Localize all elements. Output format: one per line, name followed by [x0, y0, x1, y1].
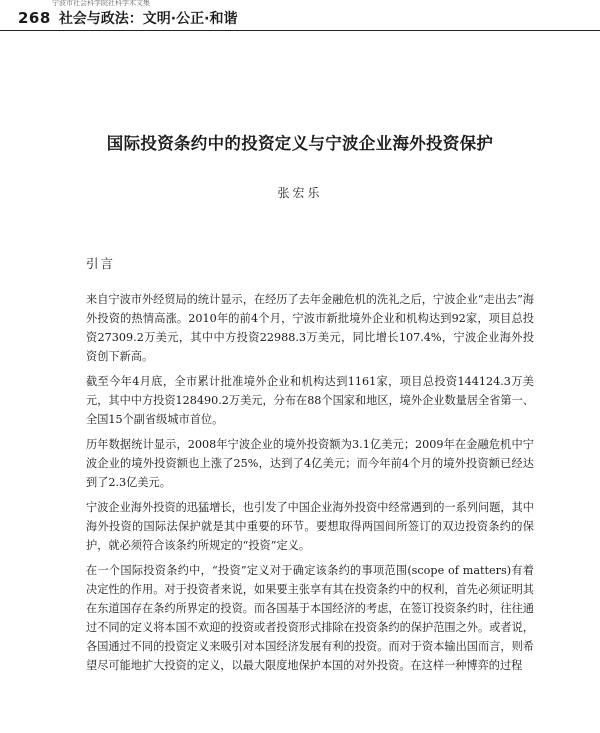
body-paragraph: 截至今年4月底，全市累计批准境外企业和机构达到1161家，项目总投资144124.3万美元，其中中方投资128490.2万美元，分布在88个国家和地区，境外企业数量居全省第一、全国15个副省级城市首位。 [86, 375, 534, 426]
article-body [86, 290, 534, 681]
body-paragraph: 在一个国际投资条约中，“投资”定义对于确定该条约的事项范围(scope of matters)有着决定性的作用。对于投资者来说，如果要主张享有其在投资条约中的权利，首先必须证明其在东道国存在条约所界定的投资。而各国基于本国经济的考虑，在签订投资条约时，往往通过不同的定义将本国不欢迎的投资或者投资形式排除在投资条约的保护范围之外。或者说，各国通过不同的投资定义来吸引对本国经济发展有利的投资。而对于资本输出国而言，则希望尽可能地扩大投资的定义，以最大限度地保护本国的对外投资。在这样一种博弈的过程 [86, 564, 534, 672]
running-header-top: 宁波市社会科学院社科学术文集 [52, 0, 150, 6]
body-paragraph: 历年数据统计显示，2008年宁波企业的境外投资额为3.1亿美元；2009年在金融危机中宁波企业的境外投资额也上涨了25%，达到了4亿美元；而今年前4个月的境外投资额已经达到了2.3亿美元。 [86, 438, 534, 489]
section-heading: 引言 [86, 256, 116, 271]
article-title: 国际投资条约中的投资定义与宁波企业海外投资保护 [106, 134, 494, 153]
header-divider [0, 30, 600, 31]
page-header [18, 8, 237, 30]
body-paragraph: 宁波企业海外投资的迅猛增长，也引发了中国企业海外投资中经常遇到的一系列问题，其中海外投资的国际法保护就是其中重要的环节。要想取得两国间所签订的双边投资条约的保护，就必须符合该条约所规定的“投资”定义。 [86, 501, 534, 552]
journal-title: 社会与政法：文明·公正·和谐 [58, 11, 238, 27]
body-paragraph: 来自宁波市外经贸局的统计显示，在经历了去年金融危机的洗礼之后，宁波企业“走出去”海外投资的热情高涨。2010年的前4个月，宁波市新批境外企业和机构达到92家，项目总投资27309.2万美元，其中中方投资22988.3万美元，同比增长107.4%，宁波企业海外投资创下新高。 [86, 293, 534, 363]
page-number: 268 [18, 9, 51, 27]
article-author: 张宏乐 [277, 186, 323, 200]
